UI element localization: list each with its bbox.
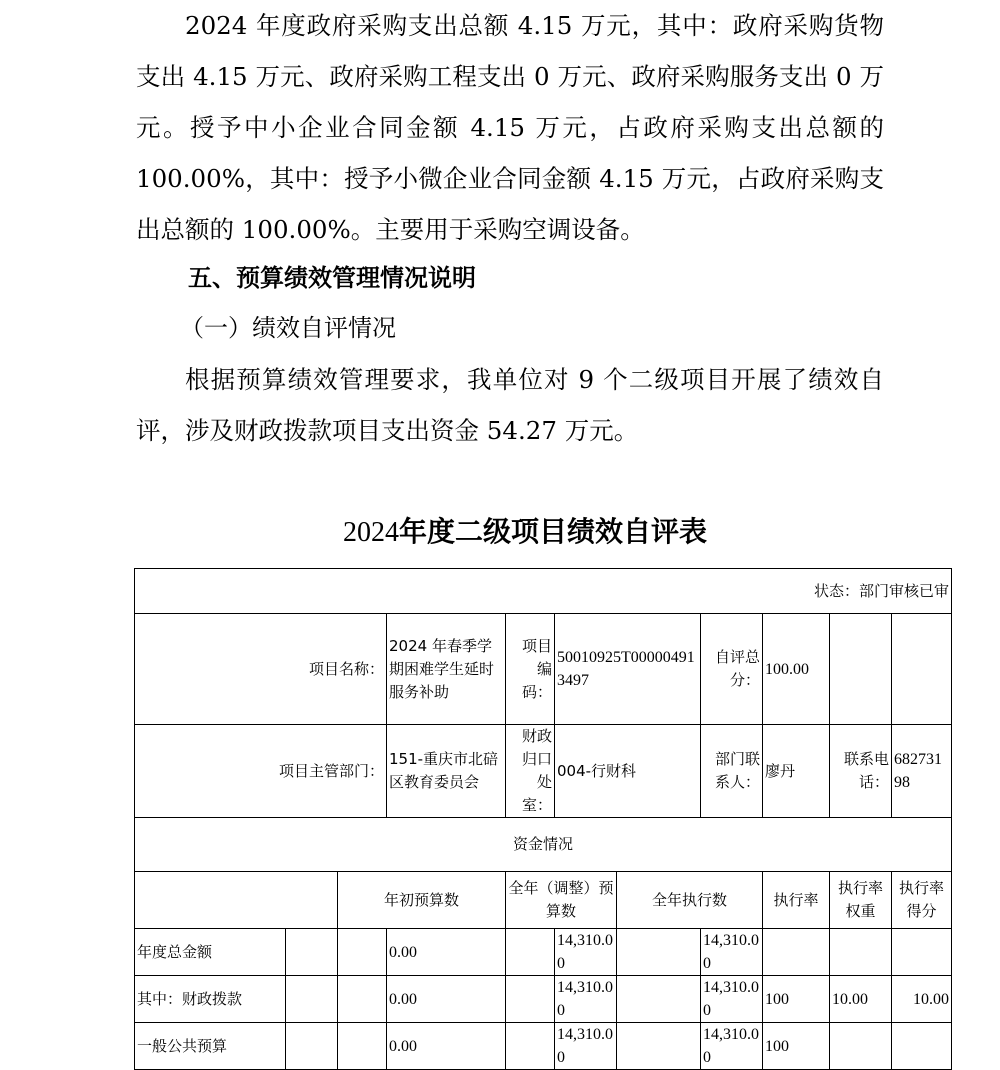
empty-cell: [617, 976, 701, 1023]
weight-value: [830, 929, 892, 976]
self-evaluation-table: [134, 568, 952, 1070]
executed-value: 14,310.00: [701, 1023, 763, 1070]
col-rate-weight: 执行率权重: [830, 872, 892, 929]
empty-cell: [286, 1023, 338, 1070]
empty-cell: [338, 929, 387, 976]
empty-cell: [506, 976, 555, 1023]
executed-value: 14,310.00: [701, 976, 763, 1023]
self-evaluation-paragraph: 根据预算绩效管理要求，我单位对 9 个二级项目开展了绩效自评，涉及财政拨款项目支出资金 54.27 万元。: [136, 365, 884, 445]
initial-budget-value: 0.00: [387, 976, 506, 1023]
department-row: [135, 725, 952, 818]
rate-value: 100: [763, 1023, 830, 1070]
adjusted-budget-value: 14,310.00: [555, 1023, 617, 1070]
status-row: [135, 569, 952, 614]
dept-value: 151-重庆市北碚区教育委员会: [387, 725, 506, 818]
status-cell: 状态：部门审核已审: [135, 569, 952, 614]
col-initial-budget: 年初预算数: [338, 872, 506, 929]
col-rate-score: 执行率得分: [892, 872, 952, 929]
phone-value: 68273198: [892, 725, 952, 818]
empty-cell: [830, 614, 892, 725]
finance-office-value: 004-行财科: [555, 725, 701, 818]
empty-cell: [892, 614, 952, 725]
score-value: 10.00: [892, 976, 952, 1023]
score-label: 自评总分：: [701, 614, 763, 725]
rate-value: [763, 929, 830, 976]
section-heading: 五、预算绩效管理情况说明: [188, 264, 476, 292]
empty-cell: [338, 1023, 387, 1070]
adjusted-budget-value: 14,310.00: [555, 929, 617, 976]
subsection-heading: （一）绩效自评情况: [180, 314, 396, 342]
weight-value: [830, 1023, 892, 1070]
row-label: 一般公共预算: [135, 1023, 286, 1070]
row-label: 年度总金额: [135, 929, 286, 976]
rate-value: 100: [763, 976, 830, 1023]
empty-cell: [617, 1023, 701, 1070]
empty-cell: [506, 1023, 555, 1070]
empty-cell: [617, 929, 701, 976]
phone-label: 联系电话：: [830, 725, 892, 818]
adjusted-budget-value: 14,310.00: [555, 976, 617, 1023]
project-name-label: 项目名称：: [135, 614, 387, 725]
score-value: [892, 1023, 952, 1070]
empty-cell: [338, 976, 387, 1023]
executed-value: 14,310.00: [701, 929, 763, 976]
initial-budget-value: 0.00: [387, 1023, 506, 1070]
project-name-value: 2024 年春季学期困难学生延时服务补助: [387, 614, 506, 725]
project-info-row: [135, 614, 952, 725]
table-row: [135, 976, 952, 1023]
empty-cell: [506, 929, 555, 976]
row-label: 其中：财政拨款: [135, 976, 286, 1023]
col-adjusted-budget: 全年（调整）预算数: [506, 872, 617, 929]
table-title-text: 年度二级项目绩效自评表: [398, 515, 707, 548]
funds-heading-row: [135, 818, 952, 872]
weight-value: 10.00: [830, 976, 892, 1023]
table-title-year: 2024: [342, 517, 399, 548]
col-execution-rate: 执行率: [763, 872, 830, 929]
empty-cell: [286, 976, 338, 1023]
score-value: [892, 929, 952, 976]
dept-label: 项目主管部门：: [135, 725, 387, 818]
empty-cell: [286, 929, 338, 976]
table-title: [0, 510, 1000, 555]
initial-budget-value: 0.00: [387, 929, 506, 976]
project-code-label: 项目编码：: [506, 614, 555, 725]
header-empty-cell: [135, 872, 338, 929]
col-annual-executed: 全年执行数: [617, 872, 763, 929]
finance-office-label: 财政归口处室：: [506, 725, 555, 818]
contact-label: 部门联系人：: [701, 725, 763, 818]
project-code-value: 50010925T000004913497: [555, 614, 701, 725]
contact-value: 廖丹: [763, 725, 830, 818]
score-value: 100.00: [763, 614, 830, 725]
table-row: [135, 1023, 952, 1070]
funds-header-row: [135, 872, 952, 929]
procurement-paragraph: 2024 年度政府采购支出总额 4.15 万元，其中：政府采购货物支出 4.15 万元、政府采购工程支出 0 万元、政府采购服务支出 0 万元。授予中小企业合同金额 4.15 万元，占政府采购支出总额的 100.00%，其中：授予小微企业合同金额 4.15 万元，占政府采购支出总额的 100.00%。主要用于采购空调设备。: [136, 11, 884, 244]
table-row: [135, 929, 952, 976]
funds-heading: 资金情况: [135, 818, 952, 872]
